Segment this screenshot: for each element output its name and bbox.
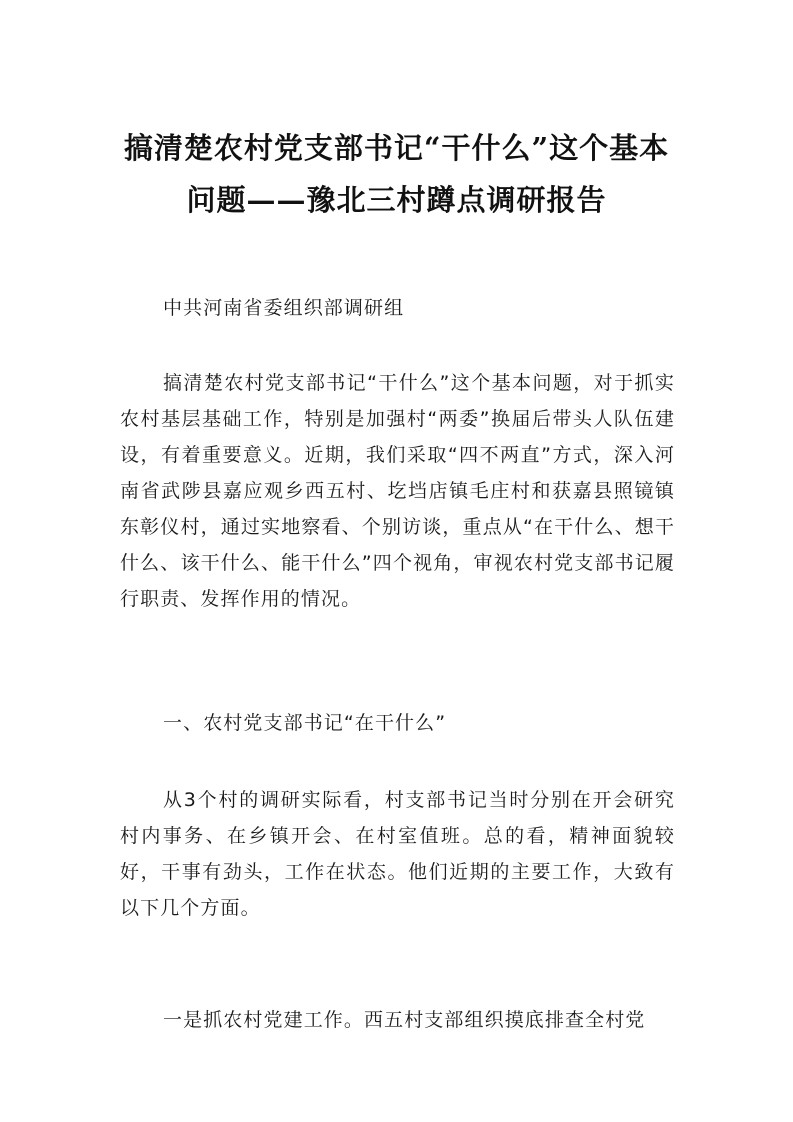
paragraph-intro: 搞清楚农村党支部书记“干什么”这个基本问题，对于抓实农村基层基础工作，特别是加强村“两委”换届后带头人队伍建设，有着重要意义。近期，我们采取“四不两直”方式，深入河南省武陟县嘉应观乡西五村、圪垱店镇毛庄村和获嘉县照镜镇东彰仪村，通过实地察看、个别访谈，重点从“在干什么、想干什么、该干什么、能干什么”四个视角，审视农村党支部书记履行职责、发挥作用的情况。: [120, 372, 675, 610]
author-line: 中共河南省委组织部调研组: [163, 297, 405, 319]
paragraph-point-1: 一是抓农村党建工作。西五村支部组织摸底排查全村党: [163, 1009, 646, 1031]
document-title: 搞清楚农村党支部书记“干什么”这个基本问题——豫北三村蹲点调研报告: [123, 131, 670, 217]
paragraph-section-1: 从3个村的调研实际看，村支部书记当时分别在开会研究村内事务、在乡镇开会、在村室值班。总的看，精神面貌较好，干事有劲头，工作在状态。他们近期的主要工作，大致有以下几个方面。: [120, 789, 675, 919]
section-heading-1: 一、农村党支部书记“在干什么”: [163, 712, 447, 734]
